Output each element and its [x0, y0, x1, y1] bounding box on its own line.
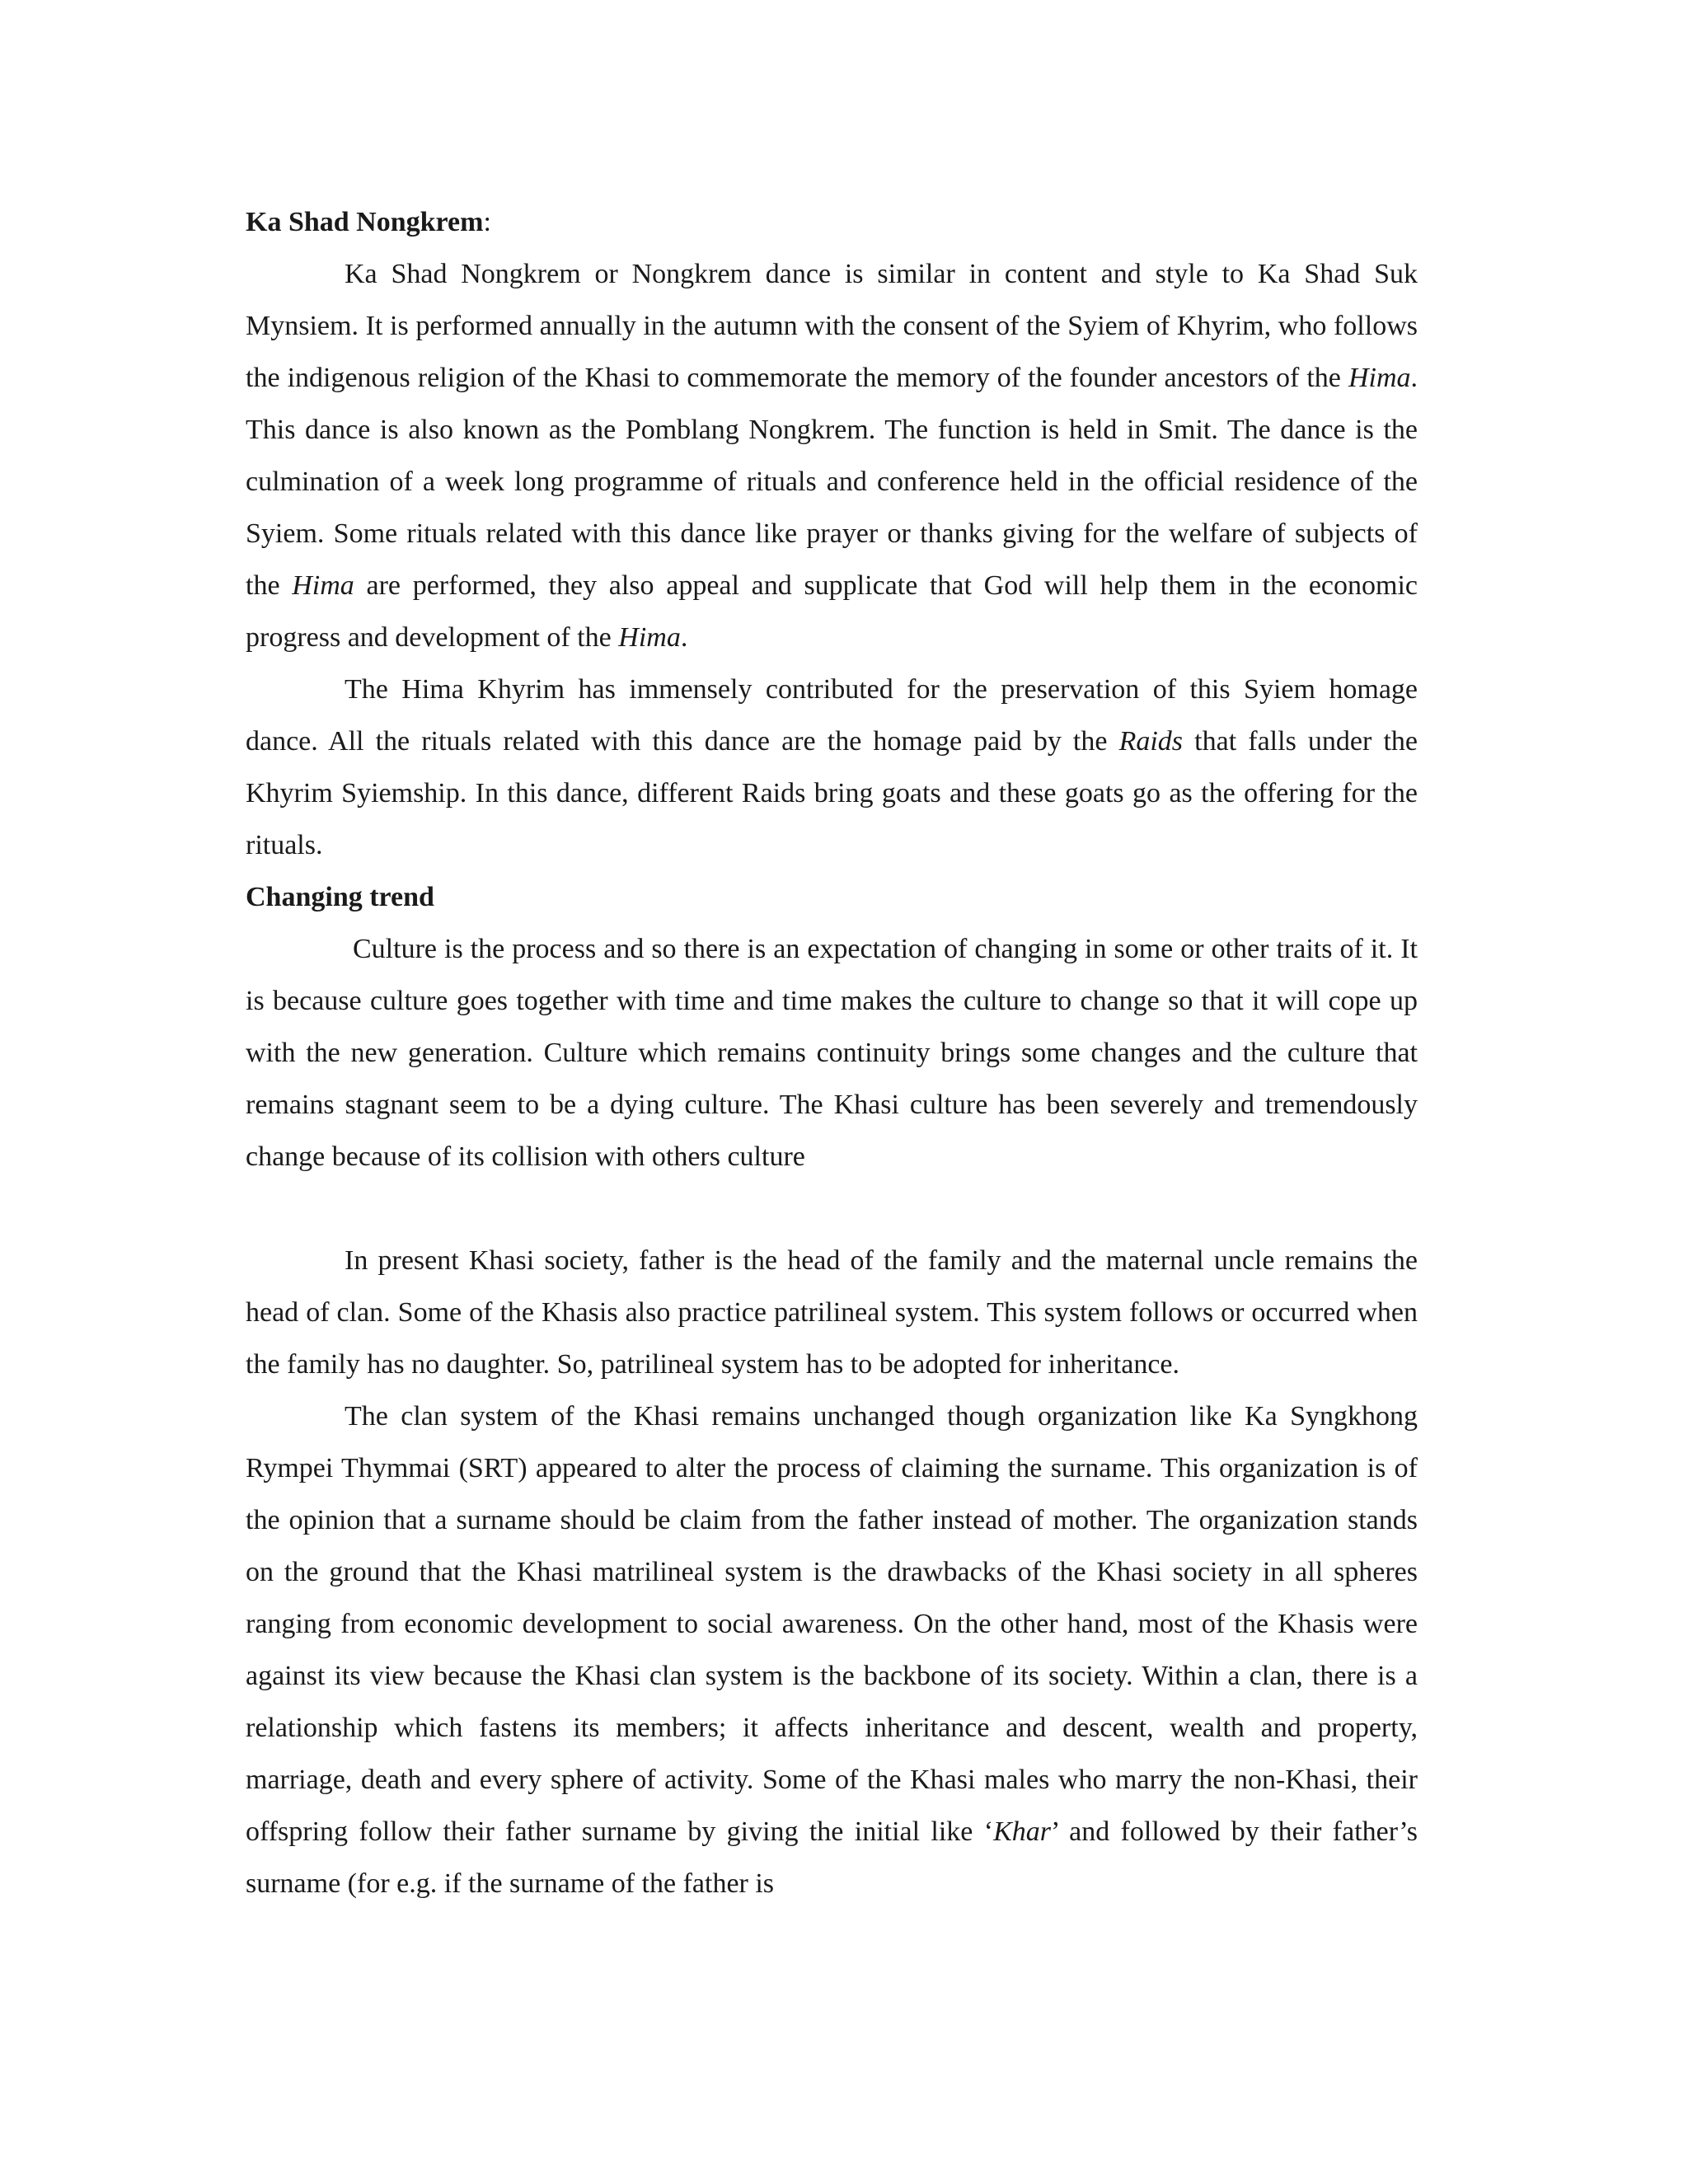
- paragraph-culture-process: Culture is the process and so there is an expectation of changing in some or other traits of it. It is because culture goes together with time and time makes the culture to change so that it will cope up with the new generation. Culture which remains continuity brings some changes and the culture that remains stagnant seem to be a dying culture. The Khasi culture has been severely and tremendously change because of its collision with others culture: [246, 934, 1418, 1172]
- italic-term: Hima: [1348, 363, 1411, 393]
- heading-colon: :: [483, 207, 491, 237]
- section-heading-changing-trend: Changing trend: [246, 882, 434, 912]
- text-run: . This dance is also known as the Pomblang Nongkrem. The function is held in Smit. The dance is the culmination of a week long programme of rituals and conference held in the official residence of the Syiem. Some rituals related with this dance like prayer or thanks giving for the welfare of subjects of the: [246, 363, 1418, 601]
- document-page: [246, 196, 1418, 1910]
- text-run: ’ and followed by their father’s surname (for e.g. if the surname of the father is: [246, 1816, 1418, 1899]
- paragraph-nongkrem-dance: [246, 248, 1418, 663]
- text-run: that falls under the Khyrim Syiemship. In this dance, different Raids bring goats and these goats go as the offering for the rituals.: [246, 726, 1418, 860]
- text-run: The Hima Khyrim has immensely contributed for the preservation of this Syiem homage dance. All the rituals related with this dance are the homage paid by the: [246, 674, 1418, 757]
- text-run: .: [680, 622, 688, 653]
- paragraph-gap: [246, 1183, 1418, 1235]
- heading-text: Ka Shad Nongkrem: [246, 207, 484, 237]
- italic-term: Khar: [993, 1816, 1051, 1847]
- paragraph-present-khasi-society: In present Khasi society, father is the head of the family and the maternal uncle remains the head of clan. Some of the Khasis also practice patrilineal system. This system follows or occurred when the family has no daughter. So, patrilineal system has to be adopted for inheritance.: [246, 1245, 1418, 1380]
- paragraph-hima-khyrim: [246, 663, 1418, 871]
- text-run: are performed, they also appeal and supplicate that God will help them in the economic progress and development of the: [246, 570, 1418, 653]
- italic-term: Hima: [618, 622, 681, 653]
- text-run: The clan system of the Khasi remains unchanged though organization like Ka Syngkhong Rympei Thymmai (SRT) appeared to alter the process of claiming the surname. This organization is of the opinion that a surname should be claim from the father instead of mother. The organization stands on the ground that the Khasi matrilineal system is the drawbacks of the Khasi society in all spheres ranging from economic development to social awareness. On the other hand, most of the Khasis were against its view because the Khasi clan system is the backbone of its society. Within a clan, there is a relationship which fastens its members; it affects inheritance and descent, wealth and property, marriage, death and every sphere of activity. Some of the Khasi males who marry the non-Khasi, their offspring follow their father surname by giving the initial like ‘: [246, 1401, 1418, 1847]
- text-run: Ka Shad Nongkrem or Nongkrem dance is similar in content and style to Ka Shad Suk Mynsiem. It is performed annually in the autumn with the consent of the Syiem of Khyrim, who follows the indigenous religion of the Khasi to commemorate the memory of the founder ancestors of the: [246, 259, 1418, 393]
- italic-term: Raids: [1118, 726, 1184, 757]
- section-heading-ka-shad-nongkrem: [246, 196, 1418, 248]
- paragraph-clan-system: [246, 1390, 1418, 1910]
- italic-term: Hima: [292, 570, 354, 601]
